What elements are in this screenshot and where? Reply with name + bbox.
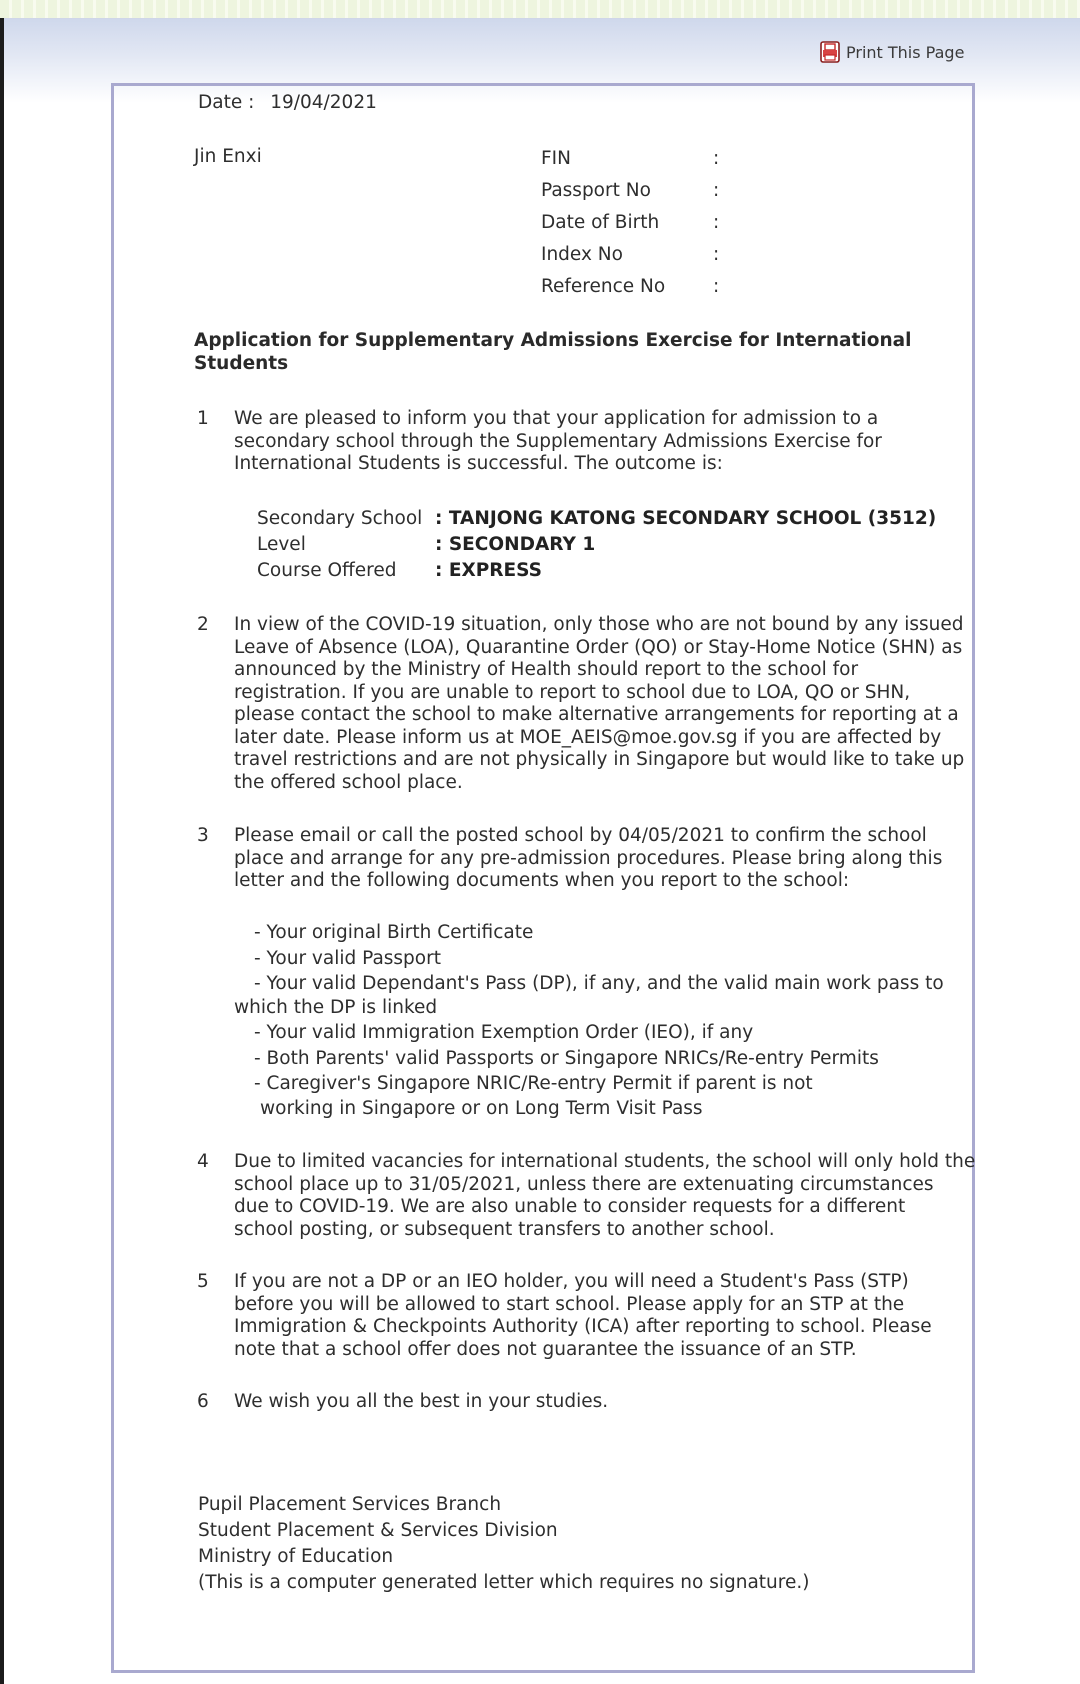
paragraph-line: announced by the Ministry of Health should report to the school for: [234, 659, 859, 680]
outcome-level-label: Level: [257, 534, 306, 555]
paragraph-line: school posting, or subsequent transfers to another school.: [234, 1218, 775, 1240]
paragraph-line: the offered school place.: [234, 771, 463, 793]
paragraph-line: secondary school through the Supplementary Admissions Exercise for: [234, 430, 882, 452]
outcome-school-label: Secondary School: [257, 508, 423, 529]
document-item-continuation: working in Singapore or on Long Term Visit Pass: [260, 1098, 703, 1119]
passport-no-colon: :: [713, 180, 720, 201]
outcome-level-value: : SECONDARY 1: [435, 534, 596, 555]
paragraph-line: If you are not a DP or an IEO holder, you will need a Student's Pass (STP): [234, 1271, 909, 1292]
paragraph-line: place and arrange for any pre-admission procedures. Please bring along this: [234, 847, 943, 869]
paragraph-line: Leave of Absence (LOA), Quarantine Order (QO) or Stay-Home Notice (SHN) as: [234, 636, 963, 658]
outcome-course-value: : EXPRESS: [435, 560, 542, 581]
paragraph-line: International Students is successful. The outcome is:: [234, 453, 723, 474]
paragraph-4: [234, 1151, 976, 1241]
paragraph-line: Please email or call the posted school by 04/05/2021 to confirm the school: [234, 825, 927, 846]
paragraph-3: [234, 825, 969, 893]
paragraph-line: please contact the school to make alternative arrangements for reporting at a: [234, 704, 959, 725]
outcome-school-value: : TANJONG KATONG SECONDARY SCHOOL (3512): [435, 508, 937, 529]
paragraph-line: note that a school offer does not guarantee the issuance of an STP.: [234, 1338, 857, 1360]
paragraph-line: registration. If you are unable to report to school due to LOA, QO or SHN,: [234, 681, 911, 703]
paragraph-line: travel restrictions and are not physically in Singapore but would like to take up: [234, 749, 965, 770]
paragraph-line: In view of the COVID-19 situation, only those who are not bound by any issued: [234, 614, 964, 635]
print-this-page-link[interactable]: [820, 41, 964, 63]
redaction-reference: [738, 263, 964, 299]
paragraph-6: [234, 1391, 969, 1414]
paragraph-line: Due to limited vacancies for international students, the school will only hold the: [234, 1151, 976, 1172]
document-item: - Both Parents' valid Passports or Singapore NRICs/Re-entry Permits: [254, 1048, 879, 1069]
paragraph-5-number: 5: [197, 1271, 209, 1292]
printer-icon[interactable]: [820, 41, 840, 63]
paragraph-5: [234, 1271, 969, 1361]
recipient-name: Jin Enxi: [194, 146, 262, 167]
paragraph-line: We wish you all the best in your studies.: [234, 1391, 609, 1412]
paragraph-2-number: 2: [197, 614, 209, 635]
reference-no-label: Reference No: [541, 276, 666, 297]
letter-date: [198, 92, 377, 115]
footer-division: Student Placement & Services Division: [198, 1520, 558, 1541]
letter-title: Application for Supplementary Admissions Exercise for International Students: [194, 330, 912, 374]
document-item-continuation: which the DP is linked: [234, 997, 438, 1018]
document-item: - Your valid Passport: [254, 948, 441, 969]
paragraph-line: We are pleased to inform you that your application for admission to a: [234, 408, 879, 429]
paragraph-line: before you will be allowed to start school. Please apply for an STP at the: [234, 1293, 905, 1315]
paragraph-line: Immigration & Checkpoints Authority (ICA) after reporting to school. Please: [234, 1316, 932, 1337]
footer-branch: Pupil Placement Services Branch: [198, 1494, 502, 1515]
redaction-dob: [726, 207, 876, 243]
paragraph-line: school place up to 31/05/2021, unless there are extenuating circumstances: [234, 1173, 934, 1195]
print-this-page-label[interactable]: Print This Page: [846, 42, 965, 62]
window-left-edge: [0, 18, 4, 1684]
paragraph-line: later date. Please inform us at MOE_AEIS@moe.gov.sg if you are affected by: [234, 726, 942, 748]
paragraph-line: due to COVID-19. We are also unable to consider requests for a different: [234, 1196, 906, 1217]
outcome-course-label: Course Offered: [257, 560, 397, 581]
date-of-birth-colon: :: [713, 212, 720, 233]
paragraph-3-number: 3: [197, 825, 209, 846]
index-no-label: Index No: [541, 244, 623, 265]
footer-ministry: Ministry of Education: [198, 1546, 394, 1567]
paragraph-6-number: 6: [197, 1391, 209, 1412]
date-of-birth-label: Date of Birth: [541, 212, 660, 233]
reference-no-colon: :: [713, 276, 720, 297]
document-item: - Your valid Dependant's Pass (DP), if any, and the valid main work pass to: [254, 973, 944, 994]
fin-label: FIN: [541, 148, 571, 169]
date-label: Date :: [198, 92, 255, 113]
fin-colon: :: [713, 148, 720, 169]
paragraph-4-number: 4: [197, 1151, 209, 1172]
index-no-colon: :: [713, 244, 720, 265]
document-item: - Your valid Immigration Exemption Order (IEO), if any: [254, 1022, 754, 1043]
document-item: - Your original Birth Certificate: [254, 922, 534, 943]
date-value: 19/04/2021: [270, 92, 377, 113]
paragraph-1: [234, 408, 969, 476]
document-item: - Caregiver's Singapore NRIC/Re-entry Permit if parent is not: [254, 1073, 813, 1094]
footer-note: (This is a computer generated letter which requires no signature.): [198, 1572, 810, 1593]
paragraph-line: letter and the following documents when you report to the school:: [234, 870, 850, 891]
passport-no-label: Passport No: [541, 180, 651, 201]
top-decorative-strip: [0, 0, 1080, 19]
paragraph-1-number: 1: [197, 408, 209, 429]
paragraph-2: [234, 614, 969, 794]
